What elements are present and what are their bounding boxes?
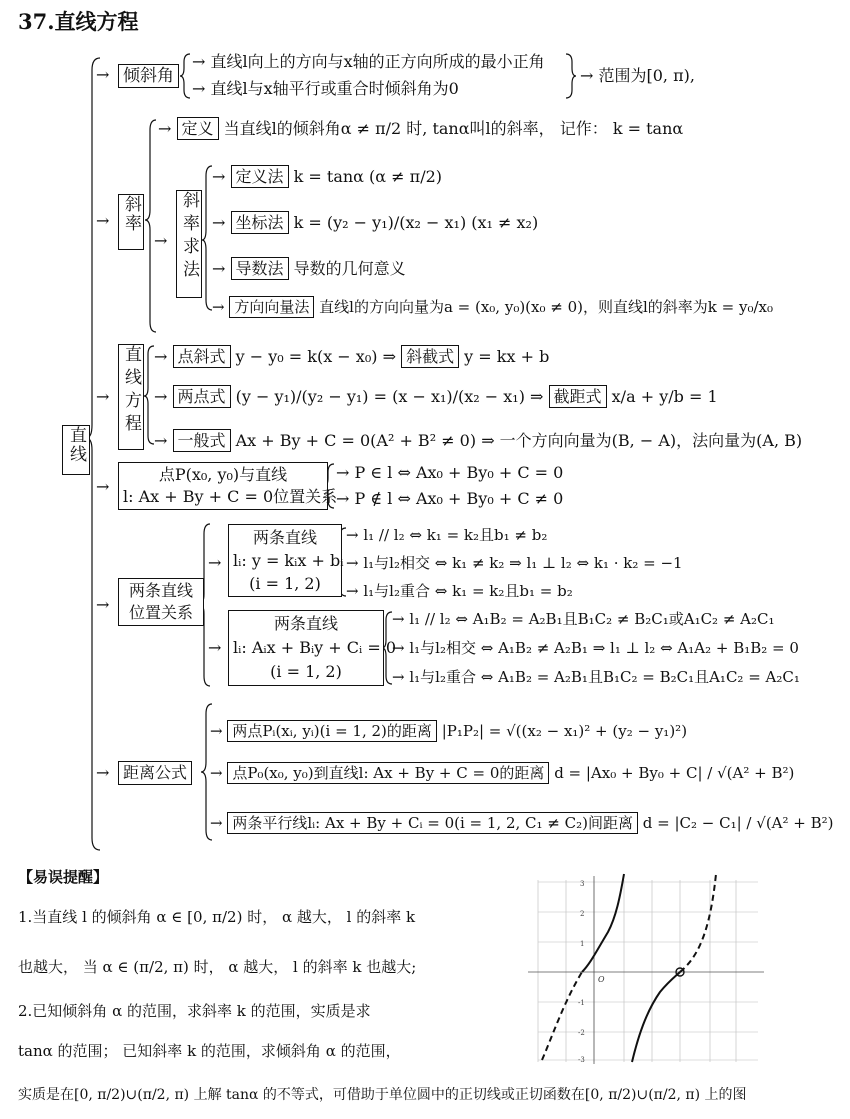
two-lines-label	[118, 578, 204, 626]
distance-box-two-points: 两点Pᵢ(xᵢ, yᵢ)(i = 1, 2)的距离	[227, 720, 437, 742]
group1-rel-1-text: l₁与l₂相交 ⇔ k₁ ≠ k₂ ⇒ l₁ ⊥ l₂ ⇔ k₁ · k₂ = −1	[363, 554, 683, 572]
slope-method-2: → 导数法 导数的几何意义	[212, 259, 406, 278]
distance-text-point-line: d = |Ax₀ + By₀ + C| / √(A² + B²)	[554, 764, 795, 782]
slope-method-3: → 方向向量法 直线l的方向向量为a = (x₀, y₀)(x₀ ≠ 0)，则直线l的斜率为k = y₀/x₀	[212, 298, 774, 316]
group2-rel-1: → l₁与l₂相交 ⇔ A₁B₂ ≠ A₂B₁ ⇒ l₁ ⊥ l₂ ⇔ A₁A₂ + B₁B₂ = 0	[392, 639, 799, 657]
slope-method-0: → 定义法 k = tanα (α ≠ π/2)	[212, 167, 442, 186]
distance-row-1: → 点P₀(x₀, y₀)到直线l: Ax + By + C = 0的距离 d = |Ax₀ + By₀ + C| / √(A² + B²)	[210, 764, 795, 782]
arrow: →	[208, 638, 222, 657]
eq-text-two-point: (y − y₁)/(y₂ − y₁) = (x − x₁)/(x₂ − x₁) ⇒	[235, 387, 544, 406]
y-tick-label: 3	[580, 880, 585, 888]
root-label: 直线	[66, 426, 86, 464]
method-box-direction-vector: 方向向量法	[229, 296, 314, 318]
slope-def-text: 当直线l的倾斜角α ≠ π/2 时, tanα叫l的斜率， 记作： k = tanα	[223, 119, 684, 138]
method-text-direction-vector: 直线l的方向向量为a = (x₀, y₀)(x₀ ≠ 0)，则直线l的斜率为k = y₀/x₀	[319, 298, 774, 316]
method-text-definition: k = tanα (α ≠ π/2)	[293, 167, 442, 186]
y-tick-label: -1	[578, 999, 585, 1007]
tangent-graph	[528, 872, 768, 1064]
incline-range: → 范围为[0, π),	[580, 66, 695, 85]
eq-text-point-slope: y − y₀ = k(x − x₀) ⇒	[235, 347, 396, 366]
slope-label-text: 斜率	[121, 195, 141, 233]
eq-text-general: Ax + By + C = 0(A² + B² ≠ 0) ⇒ 一个方向向量为(B, − A)，法向量为(A, B)	[235, 431, 803, 450]
group1-rel-2: → l₁与l₂重合 ⇔ k₁ = k₂且b₁ = b₂	[346, 582, 573, 600]
method-box-coordinate: 坐标法	[231, 211, 289, 234]
equation-row-0: → 点斜式 y − y₀ = k(x − x₀) ⇒ 斜截式 y = kx + b	[154, 347, 550, 366]
distance-text-two-points: |P₁P₂| = √((x₂ − x₁)² + (y₂ − y₁)²)	[441, 722, 688, 740]
tan-curve-dashed-2	[680, 874, 716, 972]
eq-text-slope-intercept: y = kx + b	[464, 347, 550, 366]
equation-label-text: 直线方程	[121, 345, 141, 437]
slope-methods-label	[176, 190, 202, 298]
distance-label: 距离公式	[118, 761, 192, 785]
tip-paragraph-3: 2.已知倾斜角 α 的范围，求斜率 k 的范围，实质是求	[18, 1002, 371, 1020]
group2-line-2: lᵢ: Aᵢx + Bᵢy + Cᵢ = 0	[233, 638, 396, 657]
slope-methods-label-text: 斜率求法	[179, 191, 199, 283]
arrow: →	[208, 553, 222, 572]
equation-row-2: → 一般式 Ax + By + C = 0(A² + B² ≠ 0) ⇒ 一个方向向量为(B, − A)，法向量为(A, B)	[154, 431, 803, 450]
eq-box-two-point: 两点式	[173, 385, 231, 408]
tip-paragraph-4: tanα 的范围； 已知斜率 k 的范围，求倾斜角 α 的范围，	[18, 1042, 401, 1060]
two-lines-label-1: 两条直线	[128, 581, 193, 600]
point-line-box	[118, 462, 338, 510]
two-lines-group1-box	[228, 524, 342, 597]
distance-box-parallel-lines: 两条平行线lᵢ: Ax + By + Cᵢ = 0(i = 1, 2, C₁ ≠ C₂)间距离	[227, 812, 638, 834]
point-line-rel-1-text: P ∈ l ⇔ Ax₀ + By₀ + C = 0	[354, 463, 564, 482]
eq-text-intercept: x/a + y/b = 1	[611, 387, 718, 406]
arrow: →	[96, 211, 110, 230]
tips-heading: 【易误提醒】	[18, 868, 109, 886]
group2-rel-0-text: l₁ // l₂ ⇔ A₁B₂ = A₂B₁且B₁C₂ ≠ B₂C₁或A₁C₂ ≠ A₂C₁	[409, 610, 775, 628]
group1-rel-0: → l₁ // l₂ ⇔ k₁ = k₂且b₁ ≠ b₂	[346, 526, 548, 544]
eq-box-slope-intercept: 斜截式	[401, 345, 459, 368]
root-node-line	[62, 425, 90, 475]
point-line-rel-2-text: P ∉ l ⇔ Ax₀ + By₀ + C ≠ 0	[354, 489, 564, 508]
incline-range-text: 范围为[0, π),	[598, 66, 695, 85]
equation-label	[118, 344, 144, 450]
slope-method-1: → 坐标法 k = (y₂ − y₁)/(x₂ − x₁) (x₁ ≠ x₂)	[212, 213, 539, 232]
group2-rel-1-text: l₁与l₂相交 ⇔ A₁B₂ ≠ A₂B₁ ⇒ l₁ ⊥ l₂ ⇔ A₁A₂ + B₁B₂ = 0	[409, 639, 799, 657]
arrow: →	[96, 477, 110, 496]
distance-text-parallel-lines: d = |C₂ − C₁| / √(A² + B²)	[642, 814, 834, 832]
eq-box-point-slope: 点斜式	[173, 345, 231, 368]
slope-def: → 定义 当直线l的倾斜角α ≠ π/2 时, tanα叫l的斜率， 记作： k = tanα	[158, 119, 684, 138]
eq-box-general: 一般式	[173, 429, 231, 452]
incline-def-2-text: 直线l与x轴平行或重合时倾斜角为0	[210, 79, 459, 98]
distance-row-2: → 两条平行线lᵢ: Ax + By + Cᵢ = 0(i = 1, 2, C₁ ≠ C₂)间距离 d = |C₂ − C₁| / √(A² + B²)	[210, 814, 834, 832]
tan-curve-solid-2	[632, 972, 680, 1062]
y-tick-label: 2	[580, 910, 585, 918]
group1-line-1: 两条直线	[252, 528, 317, 547]
point-line-rel-2: → P ∉ l ⇔ Ax₀ + By₀ + C ≠ 0	[336, 489, 564, 508]
y-tick-label: -2	[578, 1029, 585, 1037]
slope-label	[118, 194, 144, 250]
distance-row-0: → 两点Pᵢ(xᵢ, yᵢ)(i = 1, 2)的距离 |P₁P₂| = √((x₂ − x₁)² + (y₂ − y₁)²)	[210, 722, 688, 740]
slope-def-box: 定义	[177, 117, 219, 140]
group2-rel-2: → l₁与l₂重合 ⇔ A₁B₂ = A₂B₁且B₁C₂ = B₂C₁且A₁C₂ = A₂C₁	[392, 668, 800, 686]
incline-def-1: → 直线l向上的方向与x轴的正方向所成的最小正角	[192, 52, 545, 71]
tan-curve-dashed-1	[542, 972, 582, 1060]
two-lines-group2-box	[228, 610, 396, 686]
group2-line-3: (i = 1, 2)	[270, 662, 342, 681]
tip-paragraph-1: 1.当直线 l 的倾斜角 α ∈ [0, π/2) 时， α 越大， l 的斜率 k	[18, 908, 416, 926]
origin-label: O	[598, 975, 605, 984]
incline-label: 倾斜角	[118, 64, 179, 88]
incline-def-2: → 直线l与x轴平行或重合时倾斜角为0	[192, 79, 459, 98]
arrow: →	[154, 231, 168, 250]
group2-rel-0: → l₁ // l₂ ⇔ A₁B₂ = A₂B₁且B₁C₂ ≠ B₂C₁或A₁C₂ ≠ A₂C₁	[392, 610, 775, 628]
equation-row-1: → 两点式 (y − y₁)/(y₂ − y₁) = (x − x₁)/(x₂ − x₁) ⇒ 截距式 x/a + y/b = 1	[154, 387, 718, 406]
group1-line-2: lᵢ: y = kᵢx + bᵢ	[233, 551, 344, 570]
two-lines-label-2: 位置关系	[128, 603, 193, 622]
point-line-line-2: l: Ax + By + C = 0位置关系	[123, 487, 338, 506]
arrow: →	[96, 595, 110, 614]
y-tick-label: -3	[578, 1056, 585, 1064]
method-box-definition: 定义法	[231, 165, 289, 188]
distance-box-point-line: 点P₀(x₀, y₀)到直线l: Ax + By + C = 0的距离	[227, 762, 549, 784]
page-title: 37.直线方程	[18, 9, 139, 34]
point-line-rel-1: → P ∈ l ⇔ Ax₀ + By₀ + C = 0	[336, 463, 564, 482]
incline-def-1-text: 直线l向上的方向与x轴的正方向所成的最小正角	[210, 52, 545, 71]
group2-rel-2-text: l₁与l₂重合 ⇔ A₁B₂ = A₂B₁且B₁C₂ = B₂C₁且A₁C₂ = A₂C₁	[409, 668, 800, 686]
tan-curve-solid-1	[582, 874, 624, 972]
arrow: →	[96, 387, 110, 406]
method-text-coordinate: k = (y₂ − y₁)/(x₂ − x₁) (x₁ ≠ x₂)	[293, 213, 539, 232]
group2-line-1: 两条直线	[273, 614, 338, 633]
group1-rel-1: → l₁与l₂相交 ⇔ k₁ ≠ k₂ ⇒ l₁ ⊥ l₂ ⇔ k₁ · k₂ = −1	[346, 554, 683, 572]
y-tick-label: 1	[580, 940, 585, 948]
group1-line-3: (i = 1, 2)	[249, 574, 321, 593]
method-text-derivative: 导数的几何意义	[293, 259, 406, 278]
group1-rel-2-text: l₁与l₂重合 ⇔ k₁ = k₂且b₁ = b₂	[363, 582, 573, 600]
group1-rel-0-text: l₁ // l₂ ⇔ k₁ = k₂且b₁ ≠ b₂	[363, 526, 548, 544]
method-box-derivative: 导数法	[231, 257, 289, 280]
arrow: →	[96, 763, 110, 782]
point-line-line-1: 点P(x₀, y₀)与直线	[158, 465, 288, 484]
eq-box-intercept: 截距式	[549, 385, 607, 408]
tip-paragraph-2: 也越大， 当 α ∈ (π/2, π) 时， α 越大， l 的斜率 k 也越大;	[18, 958, 417, 976]
tip-paragraph-5: 实质是在[0, π/2)∪(π/2, π) 上解 tanα 的不等式，可借助于单位圆中的正切线或正切函数在[0, π/2)∪(π/2, π) 上的图	[18, 1087, 747, 1103]
arrow: →	[96, 65, 110, 84]
